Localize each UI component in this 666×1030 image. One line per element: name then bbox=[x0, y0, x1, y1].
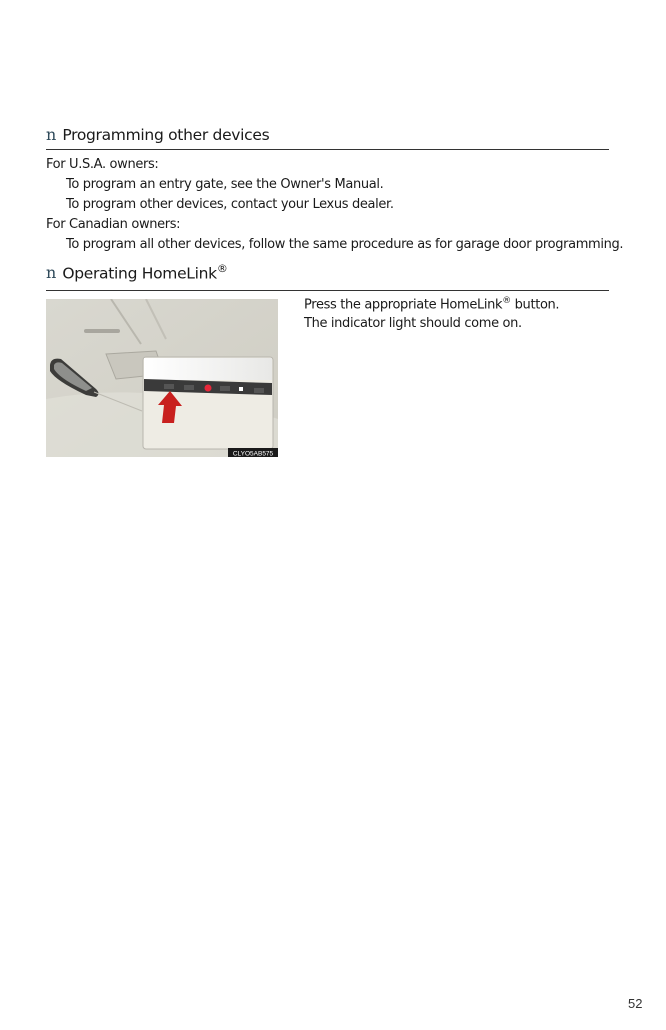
body-text-all-other-devices: To program all other devices, follow the same procedure as for garage door programming. bbox=[66, 237, 624, 252]
homelink-illustration bbox=[46, 299, 278, 457]
body-text-other-devices: To program other devices, contact your Lexus dealer. bbox=[66, 197, 394, 212]
text-fragment: button. bbox=[510, 297, 560, 313]
indicator-light bbox=[205, 385, 212, 392]
body-text-press-button bbox=[304, 296, 559, 312]
illustration-code: CLYO5AB575 bbox=[232, 450, 274, 457]
body-text-entry-gate: To program an entry gate, see the Owner's Manual. bbox=[66, 177, 384, 192]
body-text-indicator-light: The indicator light should come on. bbox=[304, 316, 522, 331]
body-text-canadian-owners: For Canadian owners: bbox=[46, 217, 181, 232]
page-number: 52 bbox=[628, 996, 643, 1011]
registered-mark: ® bbox=[216, 262, 228, 275]
body-text-usa-owners: For U.S.A. owners: bbox=[46, 157, 159, 172]
section-title: Operating HomeLink bbox=[62, 264, 217, 283]
section-title: Programming other devices bbox=[62, 126, 270, 144]
registered-mark: ® bbox=[502, 296, 511, 306]
section-heading-programming-other-devices bbox=[46, 125, 609, 150]
bullet-marker: n bbox=[46, 263, 57, 283]
text-fragment: Press the appropriate HomeLink bbox=[304, 297, 503, 313]
section-heading-operating-homelink bbox=[46, 262, 609, 291]
bullet-marker: n bbox=[46, 125, 57, 144]
